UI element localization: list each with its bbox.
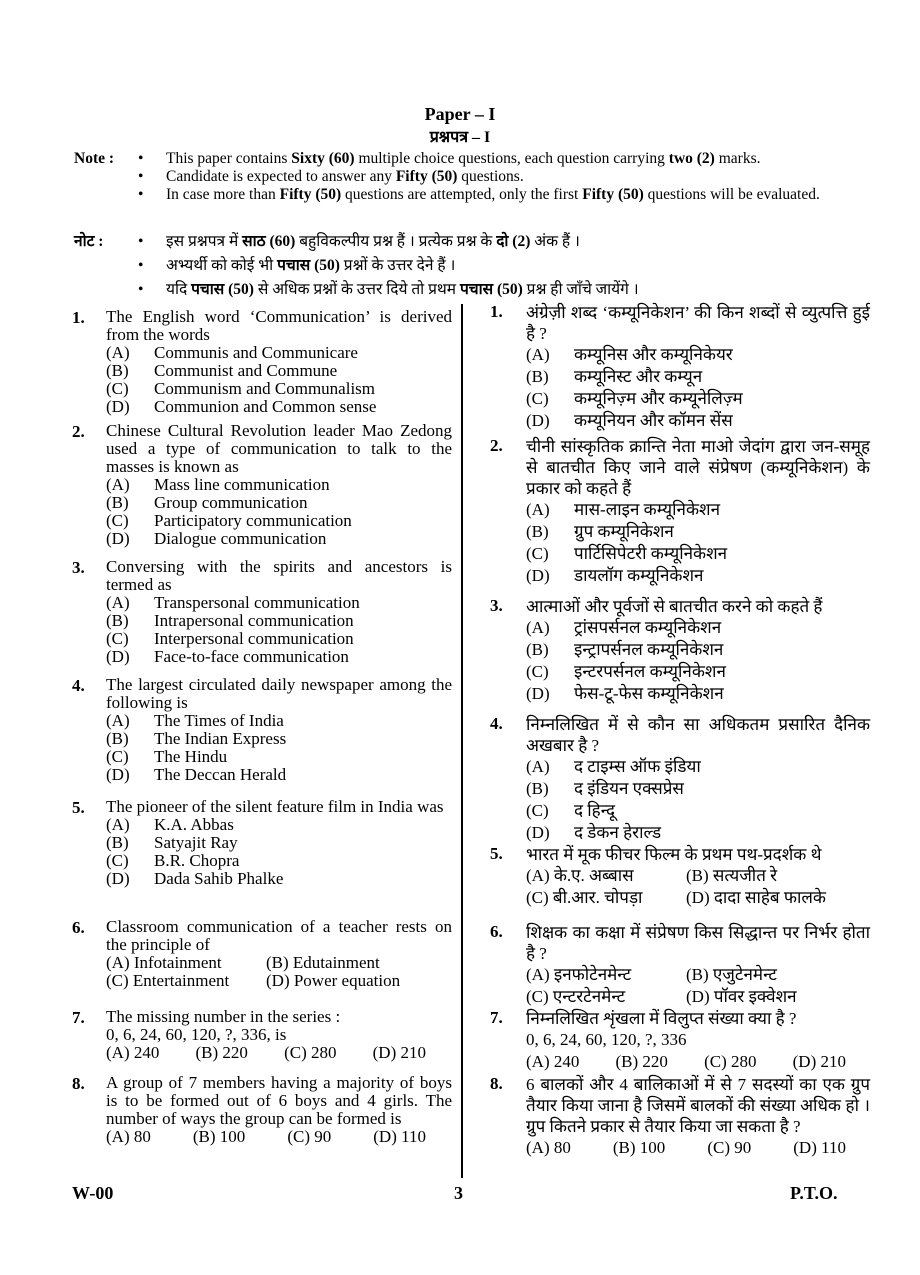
- option-text: Communism and Communalism: [154, 379, 376, 398]
- note-emphasis: पचास (50): [191, 281, 254, 298]
- option: (B) 100: [612, 1138, 666, 1157]
- option-key: (D): [526, 823, 550, 842]
- question-8: [72, 1074, 452, 1146]
- option-text: The Times of India: [154, 711, 284, 730]
- option-text: ट्रांसपर्सनल कम्यूनिकेशन: [574, 618, 722, 637]
- option: [106, 530, 452, 548]
- option: (B) Edutainment: [266, 953, 380, 972]
- option-text: Group communication: [154, 493, 308, 512]
- option: (C) 90: [707, 1138, 752, 1157]
- option-text: Participatory communication: [154, 511, 352, 530]
- paper-title: Paper – I: [424, 104, 496, 124]
- option-text: ग्रुप कम्यूनिकेशन: [574, 522, 674, 541]
- option: [526, 499, 870, 521]
- option-key: (A): [526, 345, 550, 364]
- question-4: [490, 714, 870, 844]
- option: (C) बी.आर. चोपड़ा: [526, 888, 643, 907]
- note-emphasis: Fifty (50): [395, 168, 458, 185]
- question-number: 6.: [490, 922, 503, 941]
- question-3: [72, 558, 452, 666]
- question-4: [72, 676, 452, 784]
- option: [106, 476, 452, 494]
- option-text: B.R. Chopra: [154, 851, 240, 870]
- option: (B) एजुटेनमेन्ट: [686, 965, 778, 984]
- question-number: 8.: [72, 1074, 85, 1093]
- note-emphasis: दो (2): [496, 233, 531, 250]
- question-7: [490, 1008, 870, 1073]
- option-key: (B): [106, 361, 129, 380]
- question-options: [106, 594, 452, 666]
- note-emphasis: Fifty (50): [582, 186, 644, 203]
- option-text: कम्यूनिस्ट और कम्यून: [574, 367, 703, 386]
- option-key: (B): [106, 729, 129, 748]
- option-key: (D): [526, 566, 550, 585]
- option: [526, 388, 870, 410]
- note-text: questions will be evaluated.: [643, 186, 820, 203]
- question-text: Chinese Cultural Revolution leader Mao Zedong used a type of communication to talk to the masses is known as: [106, 421, 452, 476]
- question-8: [490, 1074, 870, 1159]
- option-text: द टाइम्स ऑफ इंडिया: [574, 757, 701, 776]
- option-text: Dialogue communication: [154, 529, 327, 548]
- option-key: (C): [526, 801, 549, 820]
- option: (A) 80: [526, 1138, 571, 1157]
- note-text: Candidate is expected to answer any: [166, 168, 396, 185]
- option: [106, 494, 452, 512]
- option-key: (C): [526, 544, 549, 563]
- note-text: questions are attempted, only the first: [341, 186, 583, 203]
- note-label-hindi: नोट :: [74, 233, 104, 250]
- option-key: (D): [106, 397, 130, 416]
- option-text: Mass line communication: [154, 475, 330, 494]
- question-options: [526, 617, 870, 705]
- option-key: (C): [526, 389, 549, 408]
- question-number: 7.: [490, 1008, 503, 1027]
- option-key: (B): [526, 779, 549, 798]
- option: [526, 822, 870, 844]
- question-text: आत्माओं और पूर्वजों से बातचीत करने को कहते हैं: [526, 597, 823, 616]
- option: [106, 594, 452, 612]
- option-pair: [526, 865, 870, 887]
- question-number: 3.: [490, 596, 503, 615]
- option: [526, 543, 870, 565]
- question-options: [106, 476, 452, 548]
- note-text: बहुविकल्पीय प्रश्न हैं । प्रत्येक प्रश्न के: [295, 233, 497, 250]
- note-emphasis: पचास (50): [459, 281, 523, 298]
- option: (C) 280: [284, 1043, 337, 1062]
- option: [106, 834, 452, 852]
- note-text: questions.: [457, 168, 524, 185]
- question-options: [106, 1128, 452, 1146]
- option: (B) 100: [192, 1127, 246, 1146]
- option-pair: [106, 954, 452, 972]
- option-text: Satyajit Ray: [154, 833, 238, 852]
- question-number: 5.: [490, 844, 503, 863]
- note-text: अंक हैं ।: [530, 233, 580, 250]
- option: (A) 80: [106, 1127, 151, 1146]
- question-text: निम्नलिखित शृंखला में विलुप्त संख्या क्या है ?: [526, 1009, 797, 1028]
- option: [106, 852, 452, 870]
- option: [526, 565, 870, 587]
- question-options: [526, 1029, 870, 1073]
- question-text: The largest circulated daily newspaper among the following is: [106, 675, 452, 712]
- option: (C) Entertainment: [106, 971, 230, 990]
- question-6: [490, 922, 870, 1008]
- option-text: The Hindu: [154, 747, 228, 766]
- number-series: 0, 6, 24, 60, 120, ?, 336, is: [106, 1025, 287, 1044]
- please-turn-over: P.T.O.: [790, 1183, 838, 1203]
- option: [106, 512, 452, 530]
- option: [526, 410, 870, 432]
- option-key: (A): [526, 757, 550, 776]
- option-text: Transpersonal communication: [154, 593, 360, 612]
- option-text: Interpersonal communication: [154, 629, 354, 648]
- question-text: शिक्षक का कक्षा में संप्रेषण किस सिद्धान्त पर निर्भर होता है ?: [526, 923, 870, 963]
- question-text: The pioneer of the silent feature film in India was: [106, 797, 444, 816]
- option-key: (D): [106, 869, 130, 888]
- question-options: [526, 756, 870, 844]
- option: [526, 344, 870, 366]
- question-options: [526, 499, 870, 587]
- note-emphasis: two (2): [668, 150, 715, 167]
- option-text: डायलॉग कम्यूनिकेशन: [574, 566, 704, 585]
- column-divider: [461, 304, 463, 1178]
- option: [526, 617, 870, 639]
- note-text: से अधिक प्रश्नों के उत्तर दिये तो प्रथम: [253, 281, 460, 298]
- note-emphasis: Sixty (60): [291, 150, 355, 167]
- option-text: The Indian Express: [154, 729, 287, 748]
- question-3: [490, 596, 870, 705]
- option: (A) इनफोटेनमेन्ट: [526, 965, 632, 984]
- note-item: [138, 230, 858, 254]
- question-number: 4.: [490, 714, 503, 733]
- note-text: In case more than: [166, 186, 280, 203]
- question-text: The English word ‘Communication’ is derived from the words: [106, 307, 452, 344]
- option-row: [106, 1044, 426, 1062]
- note-list: [138, 150, 858, 204]
- option-key: (A): [106, 593, 130, 612]
- question-options: [526, 865, 870, 909]
- option: [106, 630, 452, 648]
- option-text: Communist and Commune: [154, 361, 338, 380]
- option: [526, 521, 870, 543]
- option-key: (D): [526, 411, 550, 430]
- option: (D) 110: [373, 1127, 426, 1146]
- question-5: [490, 844, 870, 909]
- option-row: [526, 1137, 846, 1159]
- question-text: Conversing with the spirits and ancestors is termed as: [106, 557, 452, 594]
- note-text: इस प्रश्नपत्र में: [166, 233, 243, 250]
- note-text: प्रश्न ही जाँचे जायेंगे ।: [522, 281, 639, 298]
- option-key: (D): [526, 684, 550, 703]
- option: [106, 816, 452, 834]
- question-text: चीनी सांस्कृतिक क्रान्ति नेता माओ जेदांग द्वारा जन-समूह से बातचीत किए जाने वाले संप्रेषण (कम्यूनिकेशन) के प्रकार को कहते हैं: [526, 437, 870, 498]
- option: [106, 730, 452, 748]
- option-key: (D): [106, 765, 130, 784]
- option-text: इन्टरपर्सनल कम्यूनिकेशन: [574, 662, 726, 681]
- question-number: 2.: [72, 422, 85, 441]
- note-emphasis: Fifty (50): [279, 186, 342, 203]
- question-number: 3.: [72, 558, 85, 577]
- option: [526, 639, 870, 661]
- option-text: द डेकन हेराल्ड: [574, 823, 662, 842]
- option-row: [526, 1051, 846, 1073]
- option-text: द हिन्दू: [574, 801, 615, 820]
- option: (A) 240: [106, 1043, 160, 1062]
- option-key: (A): [106, 475, 130, 494]
- question-5: [72, 798, 452, 888]
- option: [526, 683, 870, 705]
- question-options: [106, 344, 452, 416]
- option-key: (B): [106, 833, 129, 852]
- option: (A) 240: [526, 1052, 580, 1071]
- note-text: This paper contains: [166, 150, 292, 167]
- option: (D) 210: [792, 1052, 846, 1071]
- note-list-hindi: [138, 230, 858, 302]
- option: (B) सत्यजीत रे: [686, 866, 778, 885]
- option: [106, 344, 452, 362]
- option: (D) Power equation: [266, 971, 401, 990]
- option: (D) पॉवर इक्वेशन: [686, 987, 797, 1006]
- option-key: (B): [526, 367, 549, 386]
- option-key: (C): [106, 511, 129, 530]
- question-text: 6 बालकों और 4 बालिकाओं में से 7 सदस्यों का एक ग्रुप तैयार किया जाना है जिसमें बालकों की संख्या अधिक हो । ग्रुप कितने प्रकार से तैयार किया जा सकता है ?: [526, 1075, 870, 1136]
- question-number: 6.: [72, 918, 85, 937]
- option: (D) 210: [372, 1043, 426, 1062]
- option-key: (C): [106, 851, 129, 870]
- option-key: (A): [106, 815, 130, 834]
- option: [526, 800, 870, 822]
- question-options: [106, 816, 452, 888]
- note-text: अभ्यर्थी को कोई भी: [166, 257, 278, 274]
- option-key: (A): [106, 711, 130, 730]
- option-key: (C): [106, 379, 129, 398]
- question-options: [526, 344, 870, 432]
- question-2: [72, 422, 452, 548]
- note-item: [138, 150, 858, 168]
- question-number: 2.: [490, 436, 503, 455]
- question-2: [490, 436, 870, 587]
- option-pair: [106, 972, 452, 990]
- option: [526, 366, 870, 388]
- question-text: अंग्रेज़ी शब्द ‘कम्यूनिकेशन’ की किन शब्दों से व्युत्पत्ति हुई है ?: [526, 303, 870, 343]
- option: (A) के.ए. अब्बास: [526, 866, 634, 885]
- note-item: [138, 186, 858, 204]
- option-text: पार्टिसिपेटरी कम्यूनिकेशन: [574, 544, 728, 563]
- note-item: [138, 254, 858, 278]
- option-text: Communion and Common sense: [154, 397, 377, 416]
- note-item: [138, 278, 858, 302]
- question-number: 4.: [72, 676, 85, 695]
- question-number: 1.: [72, 308, 85, 327]
- option-key: (C): [106, 629, 129, 648]
- question-options: [106, 954, 452, 990]
- option: (A) Infotainment: [106, 953, 222, 972]
- note-emphasis: साठ (60): [242, 233, 296, 250]
- option-pair: [526, 986, 870, 1008]
- option-key: (B): [526, 522, 549, 541]
- question-text: भारत में मूक फीचर फिल्म के प्रथम पथ-प्रदर्शक थे: [526, 845, 822, 864]
- note-item: [138, 168, 858, 186]
- option: [106, 870, 452, 888]
- question-number: 8.: [490, 1074, 503, 1093]
- option: (C) 280: [704, 1052, 757, 1071]
- question-6: [72, 918, 452, 990]
- option-text: कम्यूनियन और कॉमन सेंस: [574, 411, 733, 430]
- option: (B) 220: [615, 1052, 668, 1071]
- paper-title-hindi: प्रश्नपत्र – I: [429, 129, 491, 146]
- footer-code: W-00: [72, 1183, 114, 1203]
- question-number: 1.: [490, 302, 503, 321]
- option-pair: [526, 887, 870, 909]
- option: [106, 648, 452, 666]
- option-text: Dada Sahib Phalke: [154, 869, 284, 888]
- option: [106, 362, 452, 380]
- option: [106, 748, 452, 766]
- note-emphasis: पचास (50): [277, 257, 340, 274]
- option: (B) 220: [195, 1043, 248, 1062]
- question-number: 5.: [72, 798, 85, 817]
- question-7: [72, 1008, 452, 1062]
- option: (C) एन्टरटेनमेन्ट: [526, 987, 626, 1006]
- option: [106, 612, 452, 630]
- option-key: (B): [106, 493, 129, 512]
- option-text: कम्यूनिस और कम्यूनिकेयर: [574, 345, 733, 364]
- option: [106, 712, 452, 730]
- note-label: Note :: [74, 150, 115, 167]
- option: (D) 110: [793, 1138, 846, 1157]
- option-text: The Deccan Herald: [154, 765, 287, 784]
- page-number: 3: [454, 1183, 463, 1203]
- option: (C) 90: [287, 1127, 332, 1146]
- option-row: [106, 1128, 426, 1146]
- option-text: कम्यूनिज़्म और कम्यूनेलिज़्म: [574, 389, 743, 408]
- option-key: (A): [106, 343, 130, 362]
- option-key: (D): [106, 529, 130, 548]
- option: [106, 380, 452, 398]
- option-text: K.A. Abbas: [154, 815, 234, 834]
- option: [526, 661, 870, 683]
- option-key: (B): [526, 640, 549, 659]
- question-options: [106, 1026, 452, 1062]
- question-text: निम्नलिखित में से कौन सा अधिकतम प्रसारित दैनिक अखबार है ?: [526, 715, 870, 755]
- option-text: Face-to-face communication: [154, 647, 349, 666]
- question-text: Classroom communication of a teacher rests on the principle of: [106, 917, 452, 954]
- note-text: marks.: [714, 150, 761, 167]
- option: [106, 766, 452, 784]
- note-text: यदि: [166, 281, 192, 298]
- question-1: [490, 302, 870, 432]
- option: [526, 778, 870, 800]
- option-key: (C): [526, 662, 549, 681]
- option: [106, 398, 452, 416]
- option-text: द इंडियन एक्सप्रेस: [574, 779, 684, 798]
- number-series: 0, 6, 24, 60, 120, ?, 336: [526, 1030, 687, 1049]
- option-key: (A): [526, 500, 550, 519]
- question-text: The missing number in the series :: [106, 1007, 341, 1026]
- option-text: फेस-टू-फेस कम्यूनिकेशन: [574, 684, 724, 703]
- note-text: multiple choice questions, each question carrying: [354, 150, 669, 167]
- option-key: (A): [526, 618, 550, 637]
- question-number: 7.: [72, 1008, 85, 1027]
- option-text: Communis and Communicare: [154, 343, 358, 362]
- option: [526, 756, 870, 778]
- option-text: मास-लाइन कम्यूनिकेशन: [574, 500, 721, 519]
- option: (D) दादा साहेब फालके: [686, 888, 826, 907]
- option-key: (D): [106, 647, 130, 666]
- question-text: A group of 7 members having a majority of boys is to be formed out of 6 boys and 4 girls. The number of ways the group can be formed is: [106, 1073, 452, 1128]
- question-options: [526, 964, 870, 1008]
- option-text: इन्ट्रापर्सनल कम्यूनिकेशन: [574, 640, 724, 659]
- option-key: (B): [106, 611, 129, 630]
- note-text: प्रश्नों के उत्तर देने हैं ।: [339, 257, 456, 274]
- question-options: [106, 712, 452, 784]
- option-pair: [526, 964, 870, 986]
- option-text: Intrapersonal communication: [154, 611, 354, 630]
- question-options: [526, 1137, 870, 1159]
- option-key: (C): [106, 747, 129, 766]
- question-1: [72, 308, 452, 416]
